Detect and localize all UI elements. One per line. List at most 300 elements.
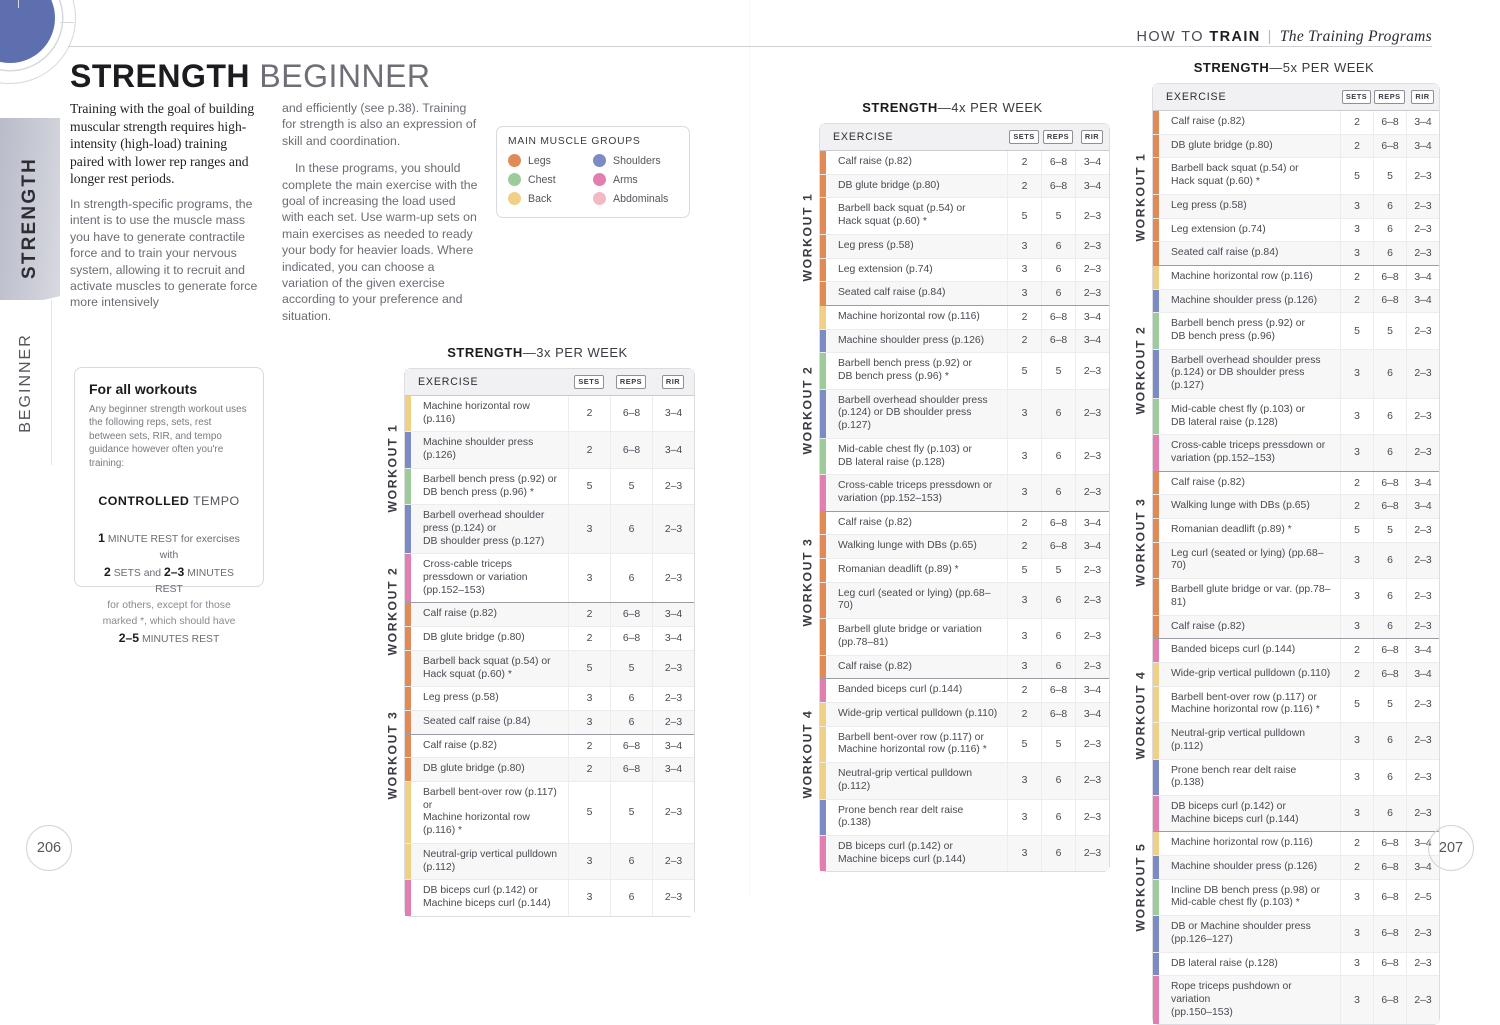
column-header-rir-cell bbox=[1406, 90, 1439, 103]
cell-rir: 2–3 bbox=[1406, 616, 1439, 639]
exercise-name: Romanian deadlift (p.89) * bbox=[838, 564, 959, 576]
table-row bbox=[820, 259, 1109, 283]
cell-sets: 3 bbox=[1007, 583, 1041, 618]
workout-group-label bbox=[1128, 111, 1152, 284]
table-row bbox=[1153, 616, 1439, 640]
cell-reps: 6 bbox=[1041, 235, 1075, 258]
cell-reps: 6 bbox=[610, 844, 652, 879]
rest-line-3 bbox=[89, 630, 249, 648]
column-header-rir: RIR bbox=[662, 375, 684, 388]
legend-label-shoulders: Shoulders bbox=[613, 154, 661, 167]
exercise-name: DB glute bridge (p.80) bbox=[1171, 139, 1273, 151]
cell-rir: 2–3 bbox=[1406, 242, 1439, 265]
workout-group-label-text: WORKOUT 4 bbox=[800, 709, 815, 799]
table-title bbox=[795, 100, 1110, 115]
legend-dot-shoulders-icon bbox=[593, 154, 606, 167]
table-row bbox=[1153, 916, 1439, 952]
cell-rir: 2–3 bbox=[1075, 235, 1109, 258]
cell-reps: 6 bbox=[1373, 219, 1406, 242]
cell-reps: 6–8 bbox=[1041, 330, 1075, 353]
column-header-rir-cell bbox=[652, 375, 694, 388]
cell-reps: 6 bbox=[1373, 350, 1406, 398]
workout-label-column bbox=[795, 123, 819, 872]
exercise-name: Mid-cable chest fly (p.103) or DB lateral raise (p.128) bbox=[838, 443, 972, 468]
table-strength-5x bbox=[1128, 60, 1440, 1025]
table-row bbox=[1153, 435, 1439, 471]
cell-reps: 6–8 bbox=[1373, 832, 1406, 855]
legend-label-legs: Legs bbox=[528, 154, 551, 167]
column-header-reps: REPS bbox=[616, 375, 646, 388]
table-row bbox=[1153, 519, 1439, 543]
cell-rir: 3–4 bbox=[1075, 512, 1109, 535]
cell-rir: 3–4 bbox=[1075, 679, 1109, 702]
exercise-name: Leg press (p.58) bbox=[1171, 199, 1247, 211]
table-row bbox=[820, 619, 1109, 655]
table-row bbox=[1153, 639, 1439, 663]
cell-sets: 3 bbox=[568, 711, 610, 734]
cell-rir: 3–4 bbox=[1075, 535, 1109, 558]
cell-reps: 6 bbox=[610, 880, 652, 915]
table-row bbox=[1153, 579, 1439, 615]
cell-sets: 3 bbox=[1340, 953, 1373, 976]
running-head bbox=[1136, 28, 1432, 46]
cell-rir: 2–3 bbox=[1075, 763, 1109, 798]
exercise-name: Cross-cable triceps pressdown or variation (pp.152–153) bbox=[838, 480, 993, 504]
cell-reps: 6–8 bbox=[1373, 639, 1406, 662]
cell-rir: 2–3 bbox=[1406, 219, 1439, 242]
cell-rir: 2–3 bbox=[1406, 760, 1439, 795]
cell-sets: 2 bbox=[1007, 679, 1041, 702]
cell-sets: 5 bbox=[568, 782, 610, 843]
column-header-exercise: EXERCISE bbox=[833, 131, 894, 143]
cell-rir: 3–4 bbox=[1406, 290, 1439, 313]
cell-sets: 2 bbox=[1007, 535, 1041, 558]
exercise-table bbox=[1152, 83, 1440, 1025]
cell-reps: 6 bbox=[1041, 583, 1075, 618]
cell-rir: 2–3 bbox=[1075, 198, 1109, 233]
cell-reps: 6–8 bbox=[1373, 135, 1406, 158]
sidebar-tab-beginner[interactable] bbox=[0, 300, 52, 465]
cell-rir: 3–4 bbox=[1075, 151, 1109, 174]
cell-rir: 2–3 bbox=[1406, 916, 1439, 951]
table-row bbox=[1153, 290, 1439, 314]
rest-text-3: MINUTES REST bbox=[155, 568, 234, 596]
rest-note-1: for others, except for those bbox=[107, 600, 231, 612]
workout-label-column bbox=[380, 368, 404, 917]
table-row bbox=[820, 800, 1109, 836]
table-row bbox=[1153, 313, 1439, 349]
cell-sets: 5 bbox=[1340, 519, 1373, 542]
cell-reps: 6–8 bbox=[1373, 976, 1406, 1024]
cell-sets: 2 bbox=[1007, 175, 1041, 198]
cell-rir: 2–3 bbox=[1406, 579, 1439, 614]
cell-reps: 6–8 bbox=[1373, 953, 1406, 976]
workout-group-label bbox=[795, 496, 819, 669]
cell-sets: 2 bbox=[1340, 472, 1373, 495]
cell-reps: 6–8 bbox=[610, 627, 652, 650]
cell-reps: 6 bbox=[1373, 195, 1406, 218]
table-row bbox=[1153, 472, 1439, 496]
cell-sets: 3 bbox=[1007, 763, 1041, 798]
exercise-name: Seated calf raise (p.84) bbox=[1171, 247, 1279, 259]
cell-rir: 2–3 bbox=[1406, 723, 1439, 758]
table-row bbox=[820, 703, 1109, 727]
exercise-name: Barbell overhead shoulder press (p.124) or DB shoulder press (p.127) bbox=[838, 394, 988, 432]
sidebar-tab-strength-label: STRENGTH bbox=[19, 156, 40, 280]
cell-rir: 2–3 bbox=[1075, 559, 1109, 582]
cell-sets: 5 bbox=[568, 651, 610, 686]
cell-sets: 3 bbox=[1340, 760, 1373, 795]
exercise-name: Calf raise (p.82) bbox=[423, 739, 497, 751]
table-row bbox=[1153, 350, 1439, 399]
cell-sets: 3 bbox=[1007, 800, 1041, 835]
corner-tick-decoration bbox=[18, 0, 19, 8]
table-row bbox=[405, 469, 694, 505]
for-all-workouts-sub: Any beginner strength workout uses the following reps, sets, rest between sets, RIR, and tempo guidance however often you're training: bbox=[89, 404, 247, 469]
exercise-name: Leg extension (p.74) bbox=[1171, 223, 1266, 235]
cell-rir: 3–4 bbox=[1406, 135, 1439, 158]
cell-reps: 6–8 bbox=[1373, 495, 1406, 518]
cell-rir: 2–3 bbox=[1075, 836, 1109, 871]
cell-reps: 5 bbox=[1041, 353, 1075, 388]
table-row bbox=[405, 735, 694, 759]
table-title-bold: STRENGTH bbox=[1193, 60, 1270, 75]
cell-reps: 6 bbox=[1373, 723, 1406, 758]
cell-sets: 3 bbox=[1007, 259, 1041, 282]
cell-sets: 3 bbox=[1340, 350, 1373, 398]
cell-sets: 2 bbox=[1007, 306, 1041, 329]
rest-value-1: 1 bbox=[98, 531, 105, 546]
cell-rir: 2–3 bbox=[1406, 953, 1439, 976]
cell-rir: 2–3 bbox=[1075, 619, 1109, 654]
running-head-pre: HOW TO bbox=[1136, 29, 1210, 45]
workout-group-label-text: WORKOUT 5 bbox=[1133, 842, 1148, 932]
legend-item-back bbox=[508, 192, 593, 205]
table-row bbox=[1153, 953, 1439, 977]
table-title-bold: STRENGTH bbox=[862, 100, 938, 115]
table-body bbox=[795, 123, 1110, 872]
cell-reps: 6 bbox=[1373, 796, 1406, 831]
table-row bbox=[820, 306, 1109, 330]
cell-rir: 2–3 bbox=[1406, 543, 1439, 578]
cell-reps: 6 bbox=[1373, 242, 1406, 265]
cell-reps: 5 bbox=[1041, 727, 1075, 762]
cell-sets: 5 bbox=[1007, 559, 1041, 582]
table-row bbox=[820, 235, 1109, 259]
workout-group-label-text: WORKOUT 4 bbox=[1133, 670, 1148, 760]
exercise-name: DB glute bridge (p.80) bbox=[423, 632, 525, 644]
cell-rir: 2–3 bbox=[1406, 195, 1439, 218]
column-header-sets-cell bbox=[1007, 130, 1041, 143]
cell-rir: 2–3 bbox=[1075, 390, 1109, 438]
exercise-name: Calf raise (p.82) bbox=[1171, 116, 1245, 127]
cell-rir: 2–3 bbox=[652, 554, 694, 602]
cell-sets: 3 bbox=[1340, 195, 1373, 218]
table-row bbox=[405, 396, 694, 432]
intro-column-2 bbox=[282, 100, 478, 324]
workout-group-label-text: WORKOUT 1 bbox=[800, 192, 815, 282]
exercise-name: Leg press (p.58) bbox=[838, 239, 914, 251]
exercise-name: Machine horizontal row (p.116) bbox=[1171, 270, 1313, 282]
exercise-name: Seated calf raise (p.84) bbox=[838, 287, 946, 299]
table-row bbox=[1153, 111, 1439, 135]
table-title-bold: STRENGTH bbox=[447, 345, 523, 360]
cell-reps: 6–8 bbox=[1041, 151, 1075, 174]
exercise-name: Calf raise (p.82) bbox=[838, 660, 912, 672]
cell-sets: 2 bbox=[568, 758, 610, 781]
cell-reps: 6–8 bbox=[1041, 175, 1075, 198]
table-row bbox=[820, 512, 1109, 536]
column-header-sets: SETS bbox=[574, 375, 603, 388]
cell-reps: 6 bbox=[1041, 836, 1075, 871]
workout-group-label-text: WORKOUT 2 bbox=[385, 566, 400, 656]
cell-sets: 3 bbox=[1340, 242, 1373, 265]
sidebar-tab-strength[interactable] bbox=[0, 118, 60, 318]
cell-rir: 2–3 bbox=[1075, 353, 1109, 388]
page-title bbox=[70, 58, 431, 95]
exercise-name: Barbell bench press (p.92) or DB bench press (p.96) bbox=[1171, 318, 1305, 343]
cell-sets: 3 bbox=[1007, 619, 1041, 654]
cell-sets: 2 bbox=[568, 603, 610, 626]
exercise-name: Mid-cable chest fly (p.103) or DB lateral raise (p.128) bbox=[1171, 403, 1305, 428]
legend-label-arms: Arms bbox=[613, 173, 638, 186]
cell-reps: 6–8 bbox=[610, 432, 652, 467]
legend-label-back: Back bbox=[528, 192, 552, 205]
running-head-separator: | bbox=[1267, 29, 1273, 45]
table-row bbox=[820, 727, 1109, 763]
rest-value-3: 2–3 bbox=[163, 565, 185, 580]
column-header-reps-cell bbox=[1041, 130, 1075, 143]
cell-reps: 6 bbox=[1373, 616, 1406, 639]
exercise-name: Seated calf raise (p.84) bbox=[423, 715, 531, 727]
exercise-name: Calf raise (p.82) bbox=[1171, 620, 1245, 632]
column-header-sets: SETS bbox=[1342, 90, 1371, 103]
intro-lead bbox=[70, 100, 262, 199]
table-title-light: —4x PER WEEK bbox=[937, 100, 1043, 115]
cell-reps: 6 bbox=[610, 687, 652, 710]
cell-reps: 6–8 bbox=[1041, 535, 1075, 558]
exercise-name: DB glute bridge (p.80) bbox=[838, 179, 940, 191]
running-head-bold: TRAIN bbox=[1209, 29, 1261, 45]
workout-group-label bbox=[1128, 801, 1152, 973]
cell-reps: 5 bbox=[1373, 313, 1406, 348]
intro-column-2a-text: and efficiently (see p.38). Training for strength is also an expression of skill and coordination. bbox=[282, 101, 477, 148]
cell-reps: 6 bbox=[610, 505, 652, 553]
cell-rir: 3–4 bbox=[652, 396, 694, 431]
rest-value-4: 2–5 bbox=[118, 631, 140, 646]
sidebar-tab-beginner-label: BEGINNER bbox=[16, 332, 34, 433]
table-row bbox=[405, 651, 694, 687]
exercise-name: Calf raise (p.82) bbox=[838, 516, 912, 528]
cell-sets: 2 bbox=[1340, 495, 1373, 518]
exercise-name: Banded biceps curl (p.144) bbox=[838, 684, 963, 696]
exercise-name: Machine horizontal row (p.116) bbox=[423, 401, 530, 425]
rest-text-4: MINUTES REST bbox=[141, 634, 220, 646]
cell-sets: 3 bbox=[1340, 543, 1373, 578]
exercise-name: Calf raise (p.82) bbox=[423, 608, 497, 620]
cell-reps: 6 bbox=[1373, 543, 1406, 578]
legend-item-chest bbox=[508, 173, 593, 186]
cell-rir: 2–3 bbox=[1075, 259, 1109, 282]
table-row bbox=[1153, 880, 1439, 916]
page-title-bold: STRENGTH bbox=[70, 58, 250, 94]
cell-rir: 3–4 bbox=[652, 432, 694, 467]
cell-reps: 6 bbox=[1041, 282, 1075, 305]
exercise-name: Romanian deadlift (p.89) * bbox=[1171, 524, 1292, 536]
cell-sets: 3 bbox=[1340, 796, 1373, 831]
cell-rir: 3–4 bbox=[1406, 856, 1439, 879]
exercise-name: Machine shoulder press (p.126) bbox=[838, 334, 985, 346]
table-row bbox=[1153, 796, 1439, 832]
cell-rir: 2–3 bbox=[1406, 976, 1439, 1024]
table-row bbox=[820, 763, 1109, 799]
table-row bbox=[405, 880, 694, 915]
exercise-name: DB or Machine shoulder press (pp.126–127) bbox=[1171, 921, 1311, 945]
cell-rir: 2–3 bbox=[1406, 687, 1439, 722]
table-row bbox=[820, 330, 1109, 354]
section-tab bbox=[0, 0, 68, 470]
table-row bbox=[1153, 399, 1439, 435]
tempo-bold: CONTROLLED bbox=[98, 494, 190, 509]
table-row bbox=[405, 554, 694, 603]
cell-rir: 3–4 bbox=[1406, 495, 1439, 518]
workout-group-label-text: WORKOUT 3 bbox=[385, 710, 400, 800]
cell-rir: 2–3 bbox=[1075, 656, 1109, 679]
exercise-name: Walking lunge with DBs (p.65) bbox=[1171, 500, 1310, 512]
table-header-row bbox=[1153, 84, 1439, 111]
exercise-name: Leg extension (p.74) bbox=[838, 263, 933, 275]
exercise-name: Machine shoulder press (p.126) bbox=[423, 437, 534, 462]
table-row bbox=[405, 627, 694, 651]
cell-sets: 3 bbox=[568, 880, 610, 915]
cell-sets: 3 bbox=[1340, 976, 1373, 1024]
table-row bbox=[820, 390, 1109, 439]
cell-sets: 2 bbox=[1340, 856, 1373, 879]
legend-dot-chest-icon bbox=[508, 173, 521, 186]
cell-reps: 6–8 bbox=[1041, 679, 1075, 702]
cell-rir: 3–4 bbox=[1406, 639, 1439, 662]
muscle-group-legend bbox=[496, 126, 690, 218]
workout-group-label bbox=[1128, 456, 1152, 629]
cell-sets: 5 bbox=[1340, 313, 1373, 348]
page-gutter bbox=[749, 0, 751, 897]
cell-rir: 3–4 bbox=[1406, 111, 1439, 134]
cell-reps: 5 bbox=[1373, 687, 1406, 722]
cell-rir: 2–3 bbox=[1075, 727, 1109, 762]
cell-sets: 5 bbox=[1007, 353, 1041, 388]
workout-group-label-text: WORKOUT 3 bbox=[1133, 497, 1148, 587]
table-title-light: —5x PER WEEK bbox=[1269, 60, 1375, 75]
cell-rir: 3–4 bbox=[1406, 663, 1439, 686]
exercise-name: DB glute bridge (p.80) bbox=[423, 763, 525, 775]
table-row bbox=[1153, 158, 1439, 194]
exercise-name: Wide-grip vertical pulldown (p.110) bbox=[838, 707, 998, 719]
cell-reps: 6–8 bbox=[1041, 703, 1075, 726]
cell-sets: 3 bbox=[568, 844, 610, 879]
workout-group-label bbox=[380, 396, 404, 539]
cell-sets: 3 bbox=[1007, 390, 1041, 438]
cell-sets: 3 bbox=[1340, 616, 1373, 639]
cell-rir: 2–3 bbox=[1075, 439, 1109, 474]
cell-sets: 3 bbox=[1340, 219, 1373, 242]
rest-note-2: marked *, which should have bbox=[102, 616, 236, 628]
table-row bbox=[1153, 195, 1439, 219]
column-header-exercise: EXERCISE bbox=[418, 376, 479, 388]
workout-group-label-text: WORKOUT 2 bbox=[800, 365, 815, 455]
table-header-row bbox=[820, 124, 1109, 151]
exercise-name: Barbell glute bridge or variation (pp.78–81) bbox=[838, 624, 982, 648]
cell-reps: 6–8 bbox=[1373, 916, 1406, 951]
cell-rir: 2–3 bbox=[1406, 399, 1439, 434]
table-row bbox=[1153, 760, 1439, 796]
cell-sets: 5 bbox=[1340, 687, 1373, 722]
cell-sets: 5 bbox=[1007, 198, 1041, 233]
cell-reps: 5 bbox=[1041, 559, 1075, 582]
exercise-name: Rope triceps pushdown or variation (pp.150–153) bbox=[1171, 981, 1292, 1018]
cell-reps: 6 bbox=[1373, 579, 1406, 614]
exercise-name: DB lateral raise (p.128) bbox=[1171, 957, 1278, 969]
intro-column-2b-text: In these programs, you should complete the main exercise with the goal of increasing the load used with each set. Use warm-up sets on main exercises as needed to ready your body for heavier loads. Where indicated, you can choose a variation of the given exercise according to your preference and situation. bbox=[282, 161, 478, 323]
exercise-name: DB biceps curl (p.142) or Machine biceps curl (p.144) bbox=[838, 840, 966, 865]
cell-reps: 6–8 bbox=[1041, 512, 1075, 535]
exercise-name: Cross-cable triceps pressdown or variation (pp.152–153) bbox=[1171, 440, 1326, 464]
cell-sets: 2 bbox=[568, 735, 610, 758]
table-row bbox=[1153, 687, 1439, 723]
cell-reps: 6 bbox=[1041, 800, 1075, 835]
cell-rir: 3–4 bbox=[1406, 266, 1439, 289]
column-header-reps-cell bbox=[610, 375, 652, 388]
cell-sets: 2 bbox=[568, 627, 610, 650]
workout-group-label bbox=[1128, 628, 1152, 800]
cell-reps: 6–8 bbox=[610, 735, 652, 758]
cell-rir: 2–3 bbox=[652, 711, 694, 734]
cell-rir: 3–4 bbox=[1075, 175, 1109, 198]
exercise-name: Banded biceps curl (p.144) bbox=[1171, 644, 1296, 656]
page-number-right: 207 bbox=[1428, 825, 1474, 871]
table-row bbox=[1153, 832, 1439, 856]
cell-rir: 2–3 bbox=[652, 505, 694, 553]
cell-rir: 2–3 bbox=[1406, 796, 1439, 831]
legend-title: MAIN MUSCLE GROUPS bbox=[508, 136, 641, 147]
table-row bbox=[1153, 135, 1439, 159]
cell-sets: 2 bbox=[1340, 135, 1373, 158]
cell-rir: 2–3 bbox=[652, 880, 694, 915]
cell-sets: 5 bbox=[1340, 158, 1373, 193]
cell-rir: 3–4 bbox=[652, 758, 694, 781]
legend-dot-legs-icon bbox=[508, 154, 521, 167]
exercise-name: Neutral-grip vertical pulldown (p.112) bbox=[838, 768, 972, 792]
cell-rir: 2–3 bbox=[1406, 158, 1439, 193]
exercise-name: Machine shoulder press (p.126) bbox=[1171, 861, 1318, 873]
cell-sets: 2 bbox=[1340, 111, 1373, 134]
tempo-light: TEMPO bbox=[193, 494, 240, 509]
table-row bbox=[405, 432, 694, 468]
cell-rir: 2–3 bbox=[1075, 282, 1109, 305]
cell-reps: 6 bbox=[1041, 656, 1075, 679]
cell-rir: 2–3 bbox=[652, 651, 694, 686]
cell-rir: 2–3 bbox=[1406, 350, 1439, 398]
exercise-name: Barbell glute bridge or var. (pp.78–81) bbox=[1171, 584, 1331, 608]
cell-rir: 2–5 bbox=[1406, 880, 1439, 915]
for-all-workouts-box bbox=[74, 367, 264, 646]
cell-sets: 2 bbox=[1340, 832, 1373, 855]
page-number-left: 206 bbox=[26, 825, 72, 871]
legend-dot-arms-icon bbox=[593, 173, 606, 186]
table-row bbox=[1153, 856, 1439, 880]
rest-line-1 bbox=[89, 530, 249, 564]
column-header-exercise: EXERCISE bbox=[1166, 91, 1227, 103]
table-row bbox=[820, 583, 1109, 619]
